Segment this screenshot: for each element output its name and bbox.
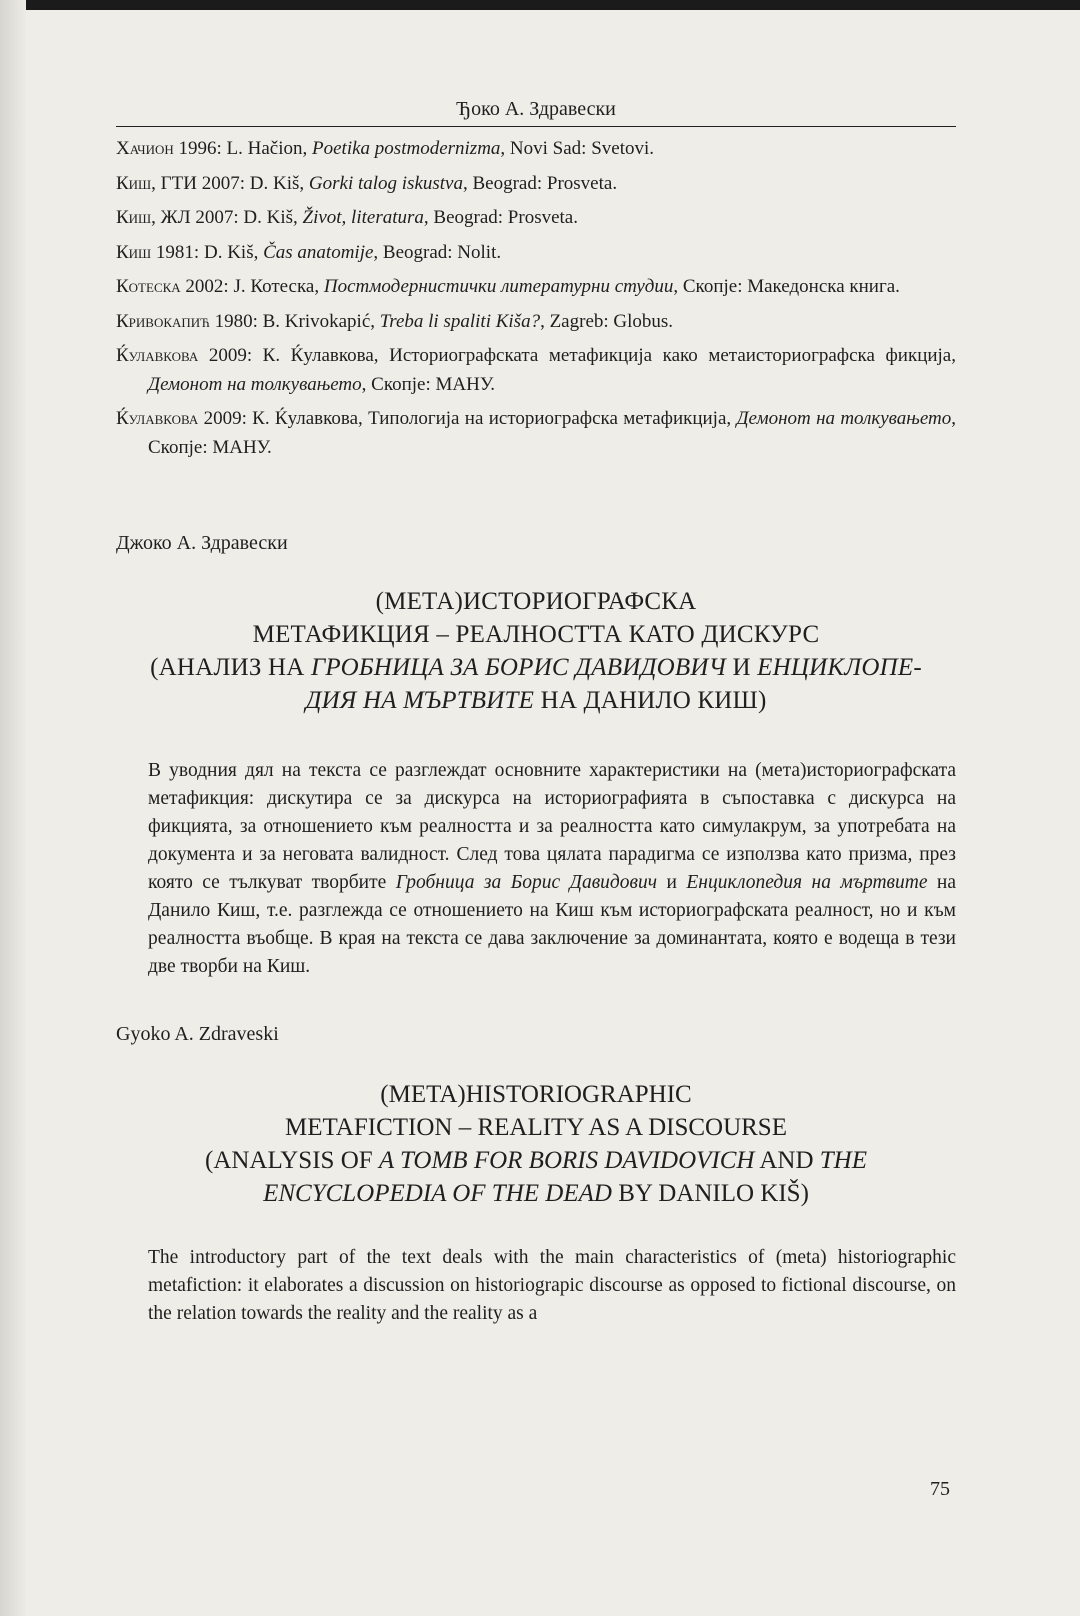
article-title-bg	[116, 585, 956, 717]
abstract-bg: В уводния дял на текста се разглеждат основните характеристики на (мета)историографската метафикция: дискутира се за дискурса на историографията в съпоставка с дискурса на фикцията, за отношението към реалността и за реалността като симулакрум, за употребата на документа и за неговата валидност. След това цялата парадигма се използва като призма, през която се тълкуват творбите Гробница за Борис Давидович и Енциклопедия на мъртвите на Данило Киш, т.е. разглежда се отношението на Киш към историографската реалност, но и към реалността въобще. В края на текста се дава заключение за доминантата, която е водеща в тези две творби на Киш.	[148, 760, 957, 977]
title-line: (МЕТА)ИСТОРИОГРАФСКА	[375, 588, 697, 615]
reference-item: Киш 1981: D. Kiš, Čas anatomije, Beograd: Nolit.	[116, 241, 502, 263]
reference-item: Кривокапић 1980: B. Krivokapić, Treba li spaliti Kiša?, Zagreb: Globus.	[116, 310, 674, 332]
title-line: (META)HISTORIOGRAPHIC	[380, 1081, 692, 1108]
reference-item: Ќулавкова 2009: К. Ќулавкова, Историографската метафикција како метаисториографска фикција, Демонот на толкувањето, Скопје: МАНУ.	[116, 345, 956, 395]
reference-item: Киш, ЖЛ 2007: D. Kiš, Život, literatura, Beograd: Prosveta.	[116, 207, 578, 228]
page-content	[116, 92, 956, 1328]
reference-item: Хачион 1996: L. Hačion, Poetika postmodernizma, Novi Sad: Svetovi.	[116, 138, 655, 159]
reference-item: Ќулавкова 2009: К. Ќулавкова, Типологија на историографска метафикција, Демонот на толкувањето, Скопје: МАНУ.	[116, 408, 956, 458]
title-line: ДИЯ НА МЪРТВИТЕ НА ДАНИЛО КИШ)	[305, 687, 767, 714]
title-line: METAFICTION – REALITY AS A DISCOURSE	[285, 1114, 787, 1141]
title-line: (ANALYSIS OF A TOMB FOR BORIS DAVIDOVICH AND THE	[205, 1147, 867, 1174]
author-en: Gyoko A. Zdraveski	[116, 1023, 279, 1045]
page-number: 75	[930, 1478, 950, 1500]
reference-item: Киш, ГТИ 2007: D. Kiš, Gorki talog iskustva, Beograd: Prosveta.	[116, 172, 618, 194]
title-line: (АНАЛИЗ НА ГРОБНИЦА ЗА БОРИС ДАВИДОВИЧ И ЕНЦИКЛОПЕ-	[150, 654, 922, 681]
header-rule	[116, 126, 956, 127]
scan-left-edge	[0, 0, 26, 1616]
reference-item: Котеска 2002: J. Котеска, Постмодернистички литературни студии, Скопје: Македонска книга.	[116, 276, 900, 297]
article-title-en	[116, 1078, 956, 1210]
reference-list	[116, 135, 956, 462]
abstract-en: The introductory part of the text deals with the main characteristics of (meta) historiographic metafiction: it elaborates a discussion on historiograpic discourse as opposed to fictional discourse, on the relation towards the reality and the reality as a	[148, 1247, 956, 1324]
title-line: ENCYCLOPEDIA OF THE DEAD BY DANILO KIŠ)	[263, 1180, 809, 1207]
title-line: МЕТАФИКЦИЯ – РЕАЛНОСТТА КАТО ДИСКУРС	[252, 621, 820, 648]
running-head: Ђоко А. Здравески	[456, 98, 616, 120]
scan-top-border	[0, 0, 1080, 10]
author-bg: Джоко А. Здравески	[116, 532, 288, 554]
